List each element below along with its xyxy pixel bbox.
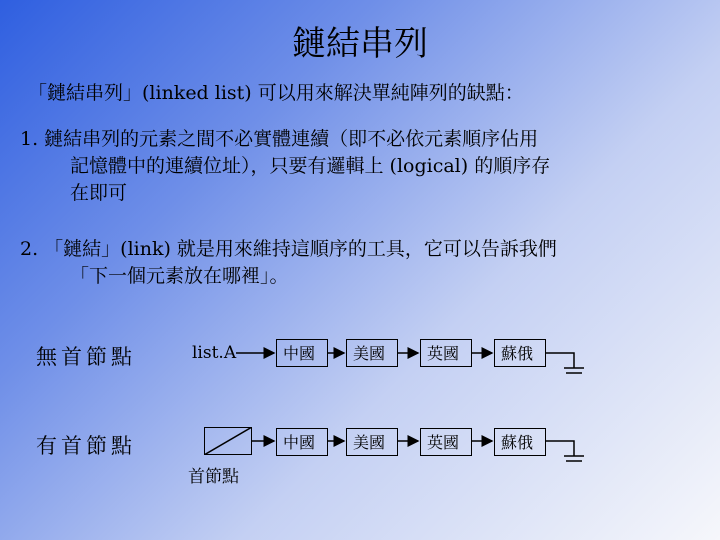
row-2-label: 有首節點 xyxy=(36,434,136,458)
point-2-line-1: 2. 「鏈結」(link) 就是用來維持這順序的工具，它可以告訴我們 xyxy=(20,238,557,260)
row-1-node-1: 中國 xyxy=(276,339,328,367)
row-1-node-2: 美國 xyxy=(346,339,398,367)
point-1-line-2: 記憶體中的連續位址），只要有邏輯上 (logical) 的順序存 xyxy=(70,155,551,177)
slide-title: 鏈結串列 xyxy=(292,24,428,64)
intro-text: 「鏈結串列」(linked list) 可以用來解決單純陣列的缺點： xyxy=(28,82,524,104)
point-2-line-2: 「下一個元素放在哪裡」。 xyxy=(70,265,289,287)
row-1-null-ground-icon xyxy=(546,353,584,373)
list-pointer-label: list.A xyxy=(192,343,237,363)
row-2-node-4: 蘇俄 xyxy=(494,428,546,456)
point-1-line-3: 在即可 xyxy=(70,182,128,204)
row-1-node-3: 英國 xyxy=(420,339,472,367)
point-1-line-1: 1. 鏈結串列的元素之間不必實體連續（即不必依元素順序佔用 xyxy=(20,128,539,150)
row-2-null-ground-icon xyxy=(546,441,584,461)
row-1-label: 無首節點 xyxy=(36,345,136,369)
head-node-caption: 首節點 xyxy=(188,467,239,487)
row-2-node-2: 美國 xyxy=(346,428,398,456)
row-1-node-4: 蘇俄 xyxy=(494,339,546,367)
row-2-node-1: 中國 xyxy=(276,428,328,456)
row-2-node-3: 英國 xyxy=(420,428,472,456)
